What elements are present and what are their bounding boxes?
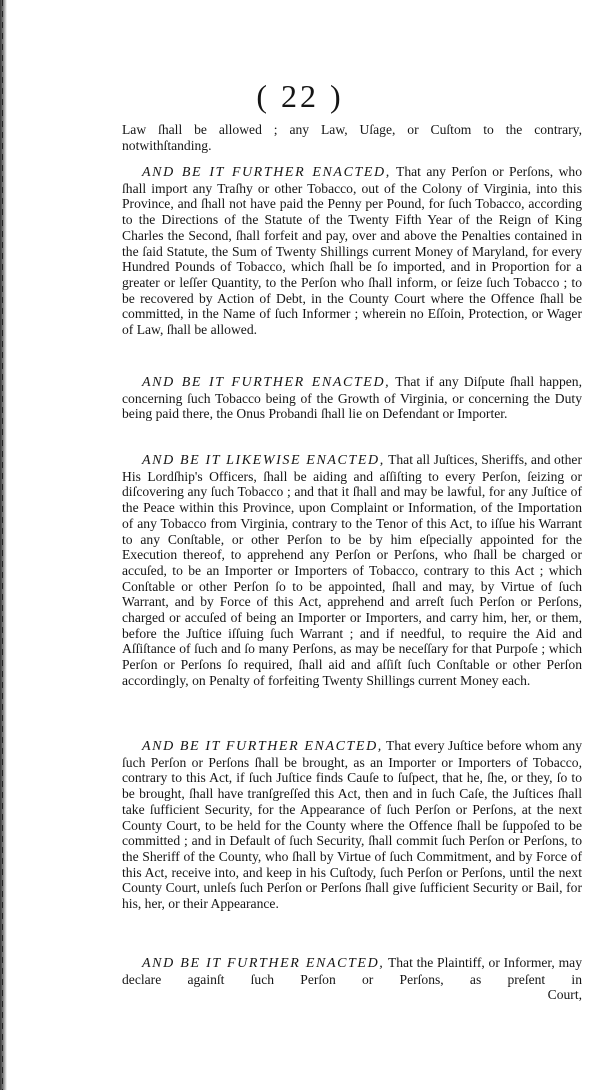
paragraph-6-body: That the Plaintiff, or Informer, may declare againſt ſuch Perſon or Perſons, as preſent in (122, 955, 582, 987)
catchword: Court, (547, 987, 582, 1003)
paragraph-2-body: That any Perſon or Perſons, who ſhall import any Traſhy or other Tobacco, out of the Colony of Virginia, into this Province, and ſhall not have paid the Penny per Pound, for ſuch Tobacco, according to the Directions of the Statute of the Twenty Fifth Year of the Reign of King Charles the Second, ſhall forfeit and pay, over and above the Penalties contained in the ſaid Statute, the Sum of Twenty Shillings current Money of Maryland, for every Hundred Pounds of Tobacco, which ſhall be ſo imported, and in Proportion for a greater or leſſer Quantity, to the Perſon who ſhall inform, or ſeize ſuch Tobacco ; to be recovered by Action of Debt, in the County Court where the Offence ſhall be committed, in the Name of ſuch Informer ; wherein no Eſſoin, Protection, or Wager of Law, ſhall be allowed. (122, 164, 583, 338)
paragraph-6-heading: AND BE IT FURTHER ENACTED, (142, 956, 385, 971)
paragraph-4-heading: AND BE IT LIKEWISE ENACTED, (142, 453, 385, 468)
paragraph-4-body: That all Juſtices, Sheriffs, and other His Lordſhip's Officers, ſhall be aiding and aſſiſting to every Perſon, ſeizing or diſcovering any ſuch Tobacco ; and that it ſhall and may be lawful, for any Juſtice of the Peace within this Province, upon Complaint or Information, of the Importation of any Tobacco from Virginia, contrary to the Tenor of this Act, to iſſue his Warrant to any Conſtable, or other Perſon to be by him eſpecially appointed for the Execution thereof, to apprehend any Perſon or Perſons, who ſhall be charged or accuſed, to be an Importer or Importers of Tobacco, contrary to this Act ; which Conſtable or other Perſon ſo to be appointed, ſhall and may, by Virtue of ſuch Warrant, and by Force of this Act, apprehend and arreſt ſuch Perſon or Perſons, charged or accuſed of being an Importer or Importers, and carry him, her, or them, before the Juſtice iſſuing ſuch Warrant ; and if needful, to require the Aid and Aſſiſtance of ſuch and ſo many Perſons, as may be neceſſary for that Purpoſe ; which Perſon or Perſons ſo required, ſhall aid and aſſiſt ſuch Conſtable or other Perſon accordingly, on Penalty of forfeiting Twenty Shillings current Money each. (122, 452, 582, 688)
paragraph-1 (122, 122, 582, 153)
paragraph-3 (122, 374, 582, 422)
paragraph-5-heading: AND BE IT FURTHER ENACTED, (142, 739, 383, 754)
paragraph-1-line-2: notwithſtanding. (122, 137, 212, 153)
paragraph-6 (122, 955, 582, 1003)
paragraph-2 (122, 164, 582, 338)
paragraph-4 (122, 452, 582, 689)
paragraph-5 (122, 738, 582, 912)
page-number: ( 22 ) (256, 78, 344, 114)
paragraph-2-heading: AND BE IT FURTHER ENACTED, (142, 165, 391, 180)
paragraph-5-body: That every Juſtice before whom any ſuch Perſon or Perſons ſhall be brought, as an Importer or Importers of Tobacco, contrary to this Act, if ſuch Juſtice finds Cauſe to ſuſpect, that he, ſhe, or they, ſo to be brought, ſhall have tranſgreſſed this Act, then and in ſuch Caſe, the Juſtices ſhall take ſufficient Security, for the Appearance of ſuch Perſon or Perſons, at the next County Court, to be held for the County where the Offence ſhall be ſuppoſed to be committed ; and in Default of ſuch Security, ſhall commit ſuch Perſon or Perſons, to the Sheriff of the County, who ſhall by Virtue of ſuch Commitment, and by Force of this Act, receive into, and keep in his Cuſtody, ſuch Perſon or Perſons, until the next County Court, unleſs ſuch Perſon or Perſons ſhall give ſufficient Security or Bail, for his, her, or their Appearance. (122, 738, 583, 912)
paragraph-3-body: That if any Diſpute ſhall happen, concerning ſuch Tobacco being of the Growth of Virginia, or concerning the Duty being paid there, the Onus Probandi ſhall lie on Defendant or Importer. (122, 374, 583, 422)
page-binding-edge (0, 0, 7, 1090)
paragraph-3-heading: AND BE IT FURTHER ENACTED, (142, 375, 391, 390)
paragraph-1-line-1: Law ſhall be allowed ; any Law, Uſage, or Cuſtom to the contrary, (122, 122, 582, 137)
